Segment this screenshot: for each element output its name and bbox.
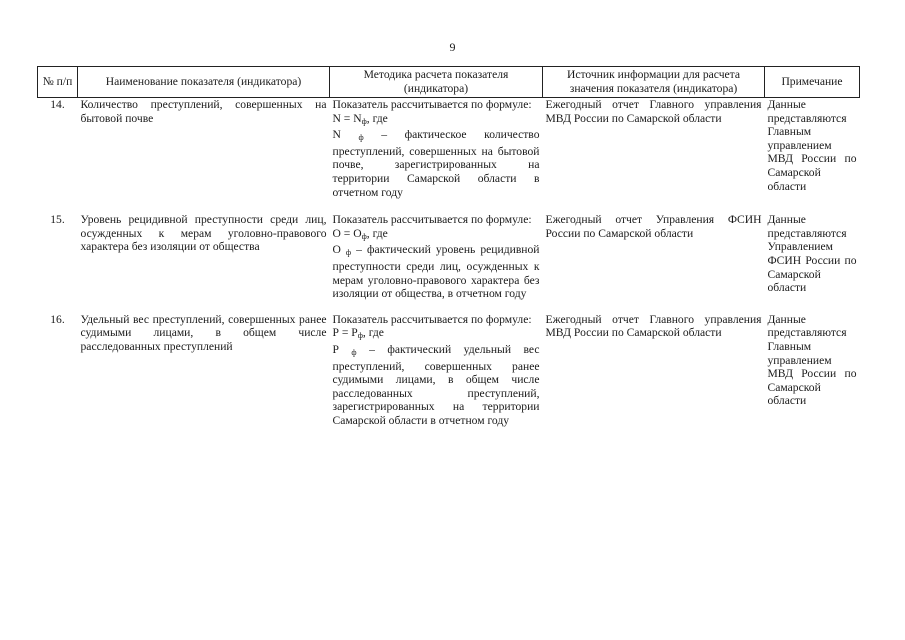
header-name: Наименование показателя (индикатора) — [78, 67, 330, 98]
formula-subscript: ф — [361, 231, 367, 241]
indicator-name: Уровень рецидивной преступности среди лиц, осужденных к мерам уголовно-правового характера без изоляции от общества — [80, 213, 327, 254]
definition-symbol: N — [332, 128, 341, 142]
note: Данные представляются Главным управлением МВД России по Самарской области — [767, 98, 857, 193]
calculation-method — [330, 313, 543, 428]
table-row — [38, 313, 860, 428]
indicator-name: Удельный вес преступлений, совершенных ранее судимыми лицами, в общем числе расследованных преступлений — [80, 312, 327, 353]
formula — [333, 112, 540, 129]
information-source: Ежегодный отчет Главного управления МВД России по Самарской области — [545, 98, 762, 125]
indicator-table — [37, 66, 860, 427]
calculation-method — [330, 98, 543, 214]
formula — [333, 227, 540, 244]
table-header-row — [38, 67, 860, 98]
definition — [333, 243, 540, 300]
method-intro: Показатель рассчитывается по формуле: — [332, 312, 532, 326]
formula-subscript: ф — [357, 331, 363, 341]
formula-tail: , где — [362, 326, 384, 340]
definition-symbol: Р — [332, 342, 339, 356]
definition-subscript: ф — [345, 248, 352, 258]
definition-symbol: О — [332, 243, 341, 257]
method-intro: Показатель рассчитывается по формуле: — [332, 98, 532, 111]
definition-text: – фактический уровень рецидивной преступности среди лиц, осужденных к мерам уголовно-правового характера без изоляции от общества, в отчетном году — [332, 243, 540, 301]
row-number: 16. — [50, 312, 65, 326]
calculation-method — [330, 213, 543, 313]
formula-lhs: Р = Р — [332, 326, 358, 340]
row-number: 15. — [50, 213, 65, 227]
note: Данные представляются Главным управлением МВД России по Самарской области — [767, 312, 857, 408]
definition — [333, 343, 540, 427]
formula — [333, 326, 540, 343]
definition-subscript: ф — [358, 133, 364, 143]
formula-tail: , где — [366, 226, 388, 240]
header-method: Методика расчета показателя (индикатора) — [330, 67, 543, 98]
information-source: Ежегодный отчет Главного управления МВД России по Самарской области — [545, 312, 762, 340]
header-source: Источник информации для расчета значения показателя (индикатора) — [543, 67, 765, 98]
method-intro: Показатель рассчитывается по формуле: — [332, 213, 532, 227]
definition-text: – фактический удельный вес преступлений, совершенных ранее судимыми лицами, в общем числе расследованных преступлений, зарегистрированных на территории Самарской области в отчетном году — [332, 342, 540, 427]
indicator-name: Количество преступлений, совершенных на бытовой почве — [80, 98, 327, 125]
table-row — [38, 98, 860, 214]
header-note: Примечание — [765, 67, 860, 98]
note: Данные представляются Управлением ФСИН России по Самарской области — [767, 213, 857, 295]
formula-lhs: N = N — [332, 111, 362, 125]
definition — [333, 128, 540, 198]
table-row — [38, 213, 860, 313]
definition-subscript: ф — [351, 347, 357, 357]
row-number: 14. — [50, 98, 65, 111]
header-num: № п/п — [38, 67, 78, 98]
formula-subscript: ф — [361, 116, 367, 126]
page-number: 9 — [449, 40, 456, 54]
formula-lhs: О = О — [332, 226, 362, 240]
definition-text: – фактическое количество преступлений, совершенных на бытовой почве, зарегистрированных на территории Самарской области в отчетном году — [332, 128, 540, 199]
information-source: Ежегодный отчет Управления ФСИН России по Самарской области — [545, 213, 762, 240]
formula-tail: , где — [366, 111, 388, 125]
